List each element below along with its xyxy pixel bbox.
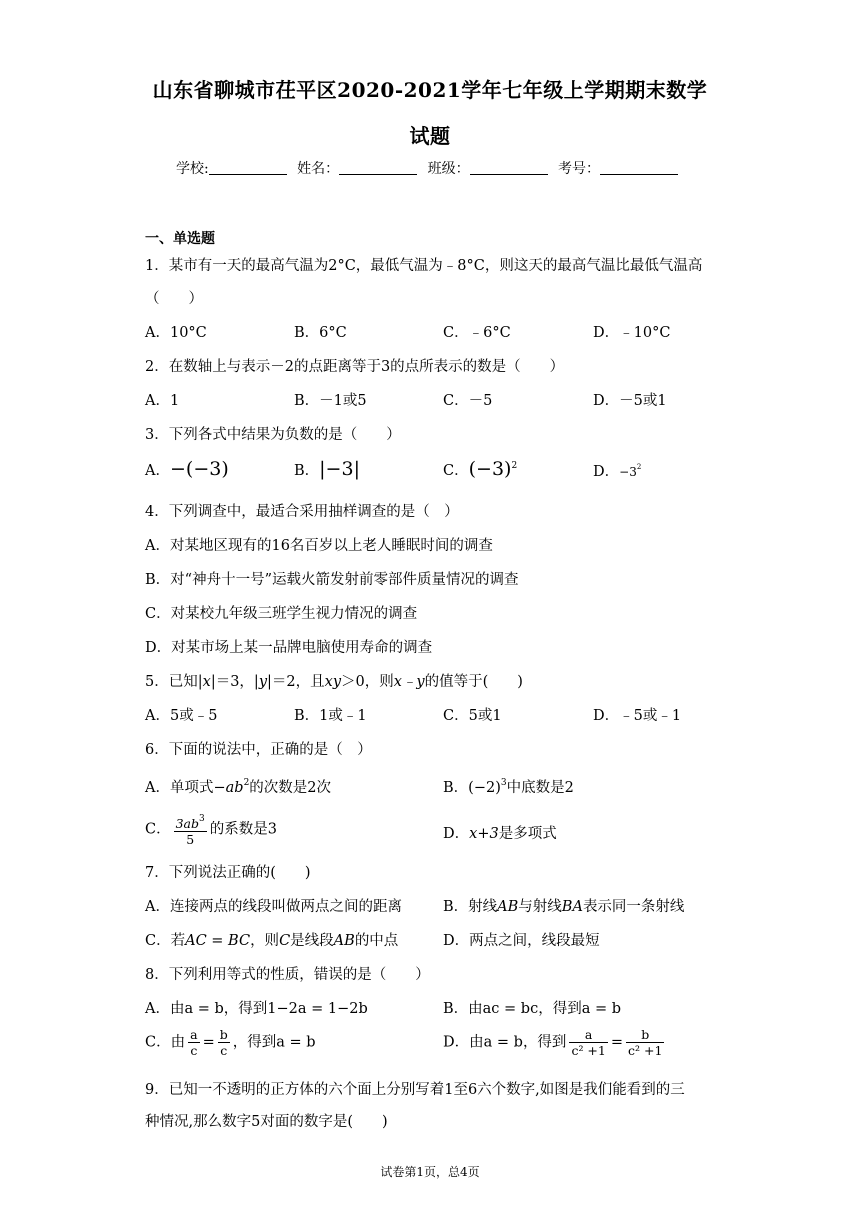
q8-option-d-given: a = b [483, 1034, 523, 1051]
q7-option-b[interactable] [443, 895, 684, 916]
q3-stem: 3．下列各式中结果为负数的是（ ） [145, 427, 401, 443]
q7-ray-ab: AB [497, 899, 519, 915]
q6-option-c-numerator-exponent: 3 [199, 814, 205, 824]
q8-option-b-result: a = b [581, 1001, 621, 1017]
q6-option-c-denominator: 5 [186, 832, 195, 847]
q5-option-d[interactable]: D．﹣5或﹣1 [593, 708, 682, 724]
q8-option-b-given: ac = bc [482, 1001, 539, 1017]
q5-stem [145, 670, 523, 691]
q6-option-c-fraction [174, 812, 207, 847]
q5-stem-part: 5．已知| [145, 674, 203, 690]
q8-option-d-fraction-left [569, 1027, 607, 1058]
q8-option-b-text: B．由 [443, 1001, 483, 1017]
q8-option-a-given: a = b [184, 1001, 224, 1017]
q8-option-d-numerator: a [569, 1027, 607, 1043]
q8-option-a-text: A．由 [145, 1001, 185, 1017]
class-label: 班级： [427, 161, 470, 177]
q6-option-b-text: 中底数是2 [506, 780, 574, 796]
q8-option-d[interactable] [443, 1027, 667, 1058]
q1-option-a[interactable]: A．10°C [145, 325, 207, 341]
q3-option-d[interactable] [593, 460, 641, 481]
q8-option-b[interactable] [443, 997, 621, 1018]
q6-option-c-text: 的系数是3 [209, 821, 277, 838]
section-heading: 一、单选题 [145, 231, 215, 247]
student-info-row [0, 158, 860, 178]
q6-option-d-text: 是多项式 [498, 826, 557, 842]
q8-option-c-text: ，得到 [232, 1034, 277, 1051]
q8-option-d-fraction-right [626, 1027, 664, 1058]
q3-option-a[interactable] [145, 458, 229, 480]
q4-stem: 4．下列调查中，最适合采用抽样调查的是（ ） [145, 504, 459, 520]
q7-option-b-text: 与射线 [518, 899, 562, 915]
q7-option-c-text: ，则 [250, 933, 280, 949]
q7-option-b-text: 表示同一条射线 [582, 899, 685, 915]
q3-option-d-exponent: 2 [636, 463, 642, 471]
q2-option-a[interactable]: A．1 [145, 393, 180, 409]
q6-option-d-text: D． [443, 826, 470, 842]
q5-var-x: x [202, 674, 211, 690]
q8-option-d-text: D．由 [443, 1034, 484, 1051]
q8-option-c-numerator: b [219, 1027, 228, 1042]
q6-option-d-expr: x+3 [469, 826, 499, 842]
q6-option-c[interactable] [145, 812, 277, 847]
q4-option-d[interactable]: D．对某市场上某一品牌电脑使用寿命的调查 [145, 640, 433, 656]
q8-option-d-denominator: c² +1 [628, 1043, 663, 1058]
q8-option-c-denominator: c [220, 1043, 228, 1058]
q4-option-c[interactable]: C．对某校九年级三班学生视力情况的调查 [145, 606, 418, 622]
q9-stem-line1: 9．已知一不透明的正方体的六个面上分别写着1至6六个数字,如图是我们能看到的三 [145, 1082, 685, 1098]
name-label: 姓名： [297, 161, 340, 177]
q6-option-a-expr: −ab [213, 780, 244, 796]
q6-option-c-numerator: 3ab [175, 816, 200, 831]
q5-expr-x-minus-y: x﹣y [393, 674, 425, 690]
q3-option-c-label: C． [443, 463, 469, 479]
q2-stem: 2．在数轴上与表示－2的点距离等于3的点所表示的数是（ ） [145, 359, 565, 375]
class-blank[interactable] [470, 160, 548, 175]
q8-option-c-fraction-left [188, 1027, 199, 1058]
q8-option-c-denominator: c [190, 1043, 198, 1058]
exam-title-line2: 试题 [409, 124, 451, 148]
q3-option-b-label: B． [294, 463, 320, 479]
q7-option-b-text: B．射线 [443, 899, 498, 915]
q7-option-a[interactable]: A．连接两点的线段叫做两点之间的距离 [145, 899, 402, 915]
q8-option-a-result: 1−2a = 1−2b [267, 1001, 368, 1017]
q5-stem-part: |＝3，| [210, 674, 259, 690]
q8-option-b-text: ，得到 [538, 1001, 582, 1017]
q5-option-b[interactable]: B．1或﹣1 [294, 708, 367, 724]
page-footer: 试卷第1页，总4页 [380, 1165, 480, 1179]
q5-stem-part: ＞0，则 [341, 674, 394, 690]
q6-option-d[interactable] [443, 822, 557, 843]
q3-option-c-base: (−3) [468, 458, 512, 480]
exam-title-line1: 山东省聊城市茌平区2020-2021学年七年级上学期期末数学 [152, 78, 708, 102]
q8-option-d-denominator: c² +1 [571, 1043, 606, 1058]
q7-equation: AC = BC [185, 933, 251, 949]
q6-option-a-exponent: 2 [243, 778, 250, 788]
q7-point-c: C [279, 933, 291, 949]
q5-option-a[interactable]: A．5或﹣5 [145, 708, 218, 724]
q7-option-c[interactable] [145, 929, 398, 950]
q5-var-y: y [258, 674, 268, 690]
q3-option-c[interactable] [443, 458, 517, 480]
q8-stem: 8．下列利用等式的性质，错误的是（ ） [145, 967, 430, 983]
q8-option-c-fraction-right [218, 1027, 230, 1058]
q8-option-a-text: ，得到 [223, 1001, 268, 1017]
q1-option-c[interactable]: C．﹣6°C [443, 325, 511, 341]
q2-option-d[interactable]: D．－5或1 [593, 393, 667, 409]
q3-option-d-base: −3 [619, 465, 637, 479]
q1-stem-line2: （ ） [145, 291, 203, 307]
q7-stem: 7．下列说法正确的( ) [145, 865, 311, 881]
q3-option-d-label: D． [593, 464, 620, 480]
q6-option-a[interactable] [145, 776, 331, 797]
q4-option-a[interactable]: A．对某地区现有的16名百岁以上老人睡眠时间的调查 [145, 538, 493, 554]
q7-option-c-text: 是线段 [290, 933, 334, 949]
q3-option-a-expr: −(−3) [169, 458, 229, 480]
q3-option-b[interactable] [294, 458, 360, 480]
q3-option-b-expr: |−3| [319, 458, 360, 480]
q6-option-a-text: 的次数是2次 [249, 780, 332, 796]
name-blank[interactable] [339, 160, 417, 175]
q7-segment-ab: AB [333, 933, 355, 949]
q8-option-c-numerator: a [190, 1027, 198, 1042]
q5-stem-part: 的值等于( ) [424, 674, 523, 690]
q7-option-c-text: C．若 [145, 933, 186, 949]
exam-number-label: 考号： [558, 161, 601, 177]
q1-option-b[interactable]: B．6°C [294, 325, 347, 341]
q6-option-a-text: A．单项式 [145, 780, 214, 796]
q5-var-xy: xy [324, 674, 342, 690]
q7-option-d[interactable]: D．两点之间，线段最短 [443, 933, 600, 949]
school-blank[interactable] [209, 160, 287, 175]
q6-stem: 6．下面的说法中，正确的是（ ） [145, 742, 372, 758]
q1-option-d[interactable]: D．﹣10°C [593, 325, 671, 341]
q6-option-c-text: C． [145, 821, 171, 838]
q8-option-c-text: C．由 [145, 1034, 186, 1051]
q2-option-b[interactable]: B．－1或5 [294, 393, 367, 409]
q6-option-b[interactable] [443, 776, 574, 797]
q6-option-b-exponent: 3 [500, 778, 507, 788]
q1-stem-line1: 1．某市有一天的最高气温为2°C，最低气温为﹣8°C，则这天的最高气温比最低气温高 [145, 258, 703, 274]
q8-option-d-equals: = [610, 1034, 624, 1051]
q3-option-a-label: A． [145, 463, 170, 479]
q3-option-c-exponent: 2 [511, 461, 518, 471]
q8-option-c[interactable] [145, 1027, 316, 1058]
q5-stem-part: |＝2，且 [267, 674, 325, 690]
q8-option-d-text: ，得到 [522, 1034, 567, 1051]
q8-option-c-equals: = [202, 1034, 215, 1051]
exam-number-blank[interactable] [600, 160, 678, 175]
q2-option-c[interactable]: C．－5 [443, 393, 493, 409]
q9-stem-line2: 种情况,那么数字5对面的数字是( ) [145, 1114, 388, 1130]
q8-option-d-numerator: b [626, 1027, 664, 1043]
school-label: 学校: [175, 161, 209, 177]
q7-ray-ba: BA [561, 899, 583, 915]
q5-option-c[interactable]: C．5或1 [443, 708, 502, 724]
q8-option-a[interactable] [145, 997, 368, 1018]
q6-option-b-text: B． [443, 780, 469, 796]
q4-option-b[interactable]: B．对“神舟十一号”运载火箭发射前零部件质量情况的调查 [145, 572, 519, 588]
q8-option-c-result: a = b [276, 1034, 316, 1051]
q6-option-b-expr: (−2) [468, 780, 501, 796]
q7-option-c-text: 的中点 [354, 933, 399, 949]
